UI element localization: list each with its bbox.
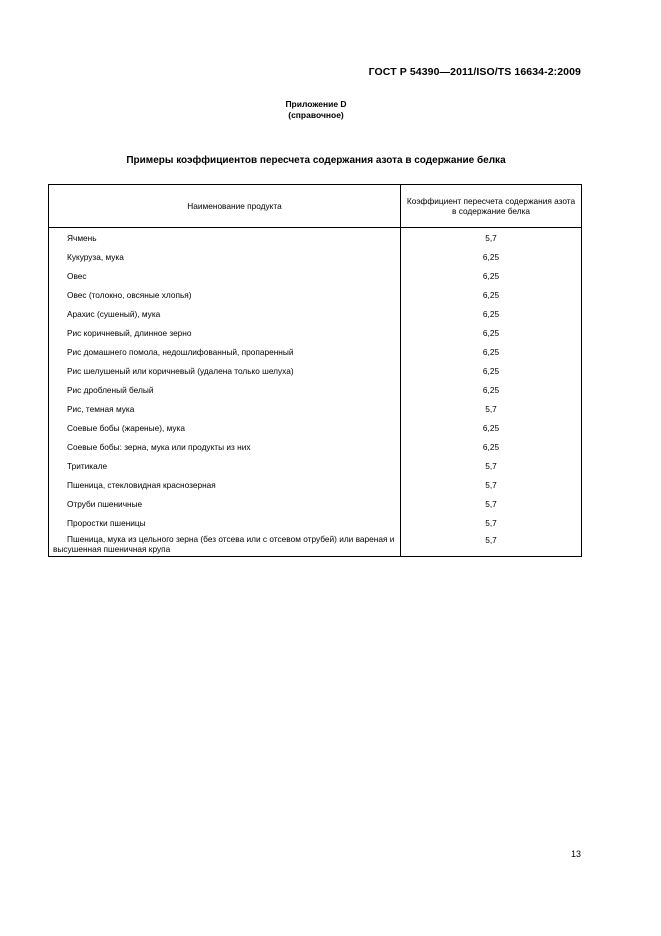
table-row bbox=[49, 532, 582, 557]
product-name-cell: Соевые бобы (жареные), мука bbox=[49, 418, 401, 437]
table-title: Примеры коэффициентов пересчета содержания азота в содержание белка bbox=[126, 155, 506, 166]
product-name-cell: Ячмень bbox=[49, 228, 401, 248]
table-row bbox=[49, 285, 582, 304]
factor-value-cell: 5,7 bbox=[401, 456, 582, 475]
table-row bbox=[49, 323, 582, 342]
product-name-cell: Пшеница, мука из цельного зерна (без отсева или с отсевом отрубей) или вареная и высушенная пшеничная крупа bbox=[49, 532, 401, 557]
table-row bbox=[49, 399, 582, 418]
product-name-cell: Рис, темная мука bbox=[49, 399, 401, 418]
table-row bbox=[49, 247, 582, 266]
table-body bbox=[49, 228, 582, 557]
table-row bbox=[49, 304, 582, 323]
factor-value-cell: 6,25 bbox=[401, 380, 582, 399]
product-name-cell: Овес bbox=[49, 266, 401, 285]
table-row bbox=[49, 437, 582, 456]
table-row bbox=[49, 342, 582, 361]
factor-value-cell: 6,25 bbox=[401, 304, 582, 323]
table-row bbox=[49, 418, 582, 437]
factor-value-cell: 5,7 bbox=[401, 228, 582, 248]
appendix-note: (справочное) bbox=[288, 110, 344, 120]
table-row bbox=[49, 475, 582, 494]
factor-value-cell: 5,7 bbox=[401, 399, 582, 418]
product-name-cell: Соевые бобы: зерна, мука или продукты из них bbox=[49, 437, 401, 456]
appendix-heading bbox=[0, 99, 632, 121]
factor-value-cell: 6,25 bbox=[401, 285, 582, 304]
conversion-factors-table bbox=[48, 184, 582, 557]
product-name-cell: Арахис (сушеный), мука bbox=[49, 304, 401, 323]
document-code: ГОСТ Р 54390—2011/ISO/TS 16634-2:2009 bbox=[368, 66, 581, 78]
factor-value-cell: 6,25 bbox=[401, 266, 582, 285]
factor-value-cell: 6,25 bbox=[401, 418, 582, 437]
factor-value-cell: 6,25 bbox=[401, 361, 582, 380]
product-name-cell: Кукуруза, мука bbox=[49, 247, 401, 266]
table-row bbox=[49, 380, 582, 399]
page-number: 13 bbox=[571, 849, 582, 859]
column-header-factor: Коэффициент пересчета содержания азота в содержание белка bbox=[401, 185, 582, 228]
table-header-row bbox=[49, 185, 582, 228]
table-row bbox=[49, 513, 582, 532]
factor-value-cell: 6,25 bbox=[401, 323, 582, 342]
product-name-cell: Проростки пшеницы bbox=[49, 513, 401, 532]
product-name-cell: Пшеница, стекловидная краснозерная bbox=[49, 475, 401, 494]
product-name-cell: Рис коричневый, длинное зерно bbox=[49, 323, 401, 342]
product-name-cell: Рис домашнего помола, недошлифованный, пропаренный bbox=[49, 342, 401, 361]
table-row bbox=[49, 494, 582, 513]
factor-value-cell: 6,25 bbox=[401, 342, 582, 361]
appendix-label: Приложение D bbox=[285, 99, 347, 109]
product-name-cell: Рис дробленый белый bbox=[49, 380, 401, 399]
table-row bbox=[49, 361, 582, 380]
product-name-cell: Овес (толокно, овсяные хлопья) bbox=[49, 285, 401, 304]
column-header-product: Наименование продукта bbox=[49, 185, 401, 228]
table-row bbox=[49, 266, 582, 285]
factor-value-cell: 5,7 bbox=[401, 513, 582, 532]
product-name-cell: Отруби пшеничные bbox=[49, 494, 401, 513]
product-name-cell: Рис шелушеный или коричневый (удалена только шелуха) bbox=[49, 361, 401, 380]
product-name-cell: Тритикале bbox=[49, 456, 401, 475]
factor-value-cell: 6,25 bbox=[401, 247, 582, 266]
factor-value-cell: 5,7 bbox=[401, 475, 582, 494]
factor-value-cell: 5,7 bbox=[401, 532, 582, 557]
factor-value-cell: 6,25 bbox=[401, 437, 582, 456]
table-row bbox=[49, 456, 582, 475]
factor-value-cell: 5,7 bbox=[401, 494, 582, 513]
table-row bbox=[49, 228, 582, 248]
